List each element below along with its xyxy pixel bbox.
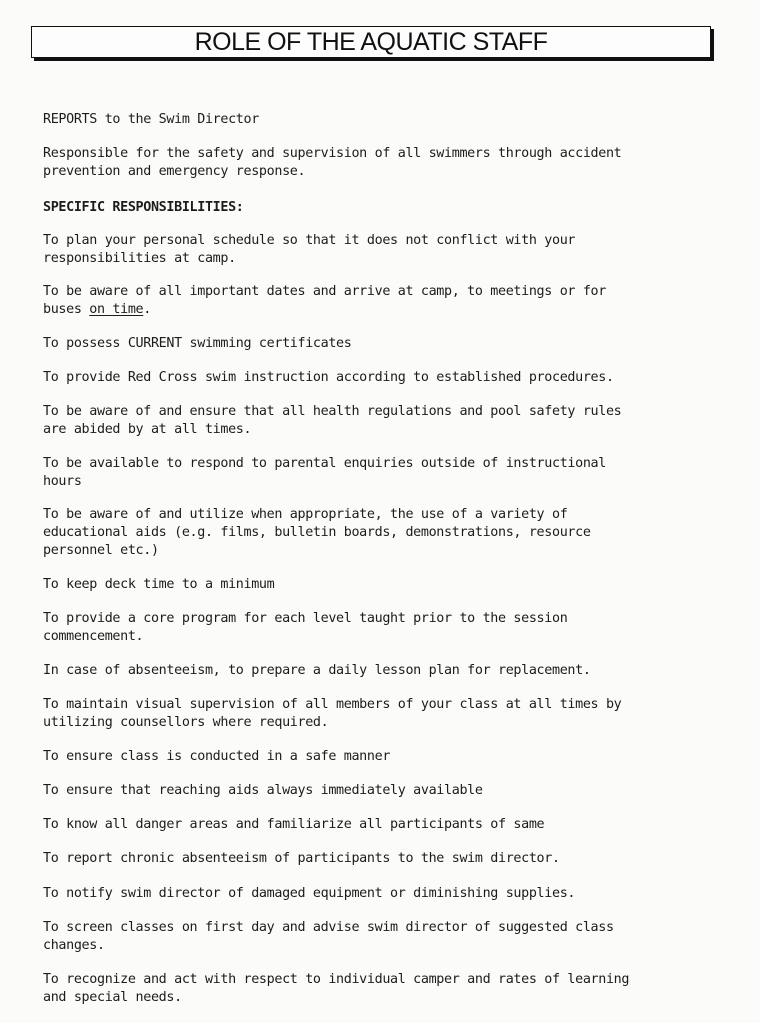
reports-to-line: REPORTS to the Swim Director bbox=[43, 112, 259, 127]
responsibility-item: To be aware of and ensure that all health regulations and pool safety rules are abided by at all times. bbox=[43, 404, 622, 437]
responsibility-item: To possess CURRENT swimming certificates bbox=[43, 336, 352, 351]
responsibility-item: To plan your personal schedule so that it does not conflict with your responsibilities at camp. bbox=[43, 233, 576, 266]
responsibility-item: To know all danger areas and familiarize all participants of same bbox=[43, 817, 545, 832]
responsibility-item bbox=[43, 283, 733, 319]
responsibility-item: To screen classes on first day and advise swim director of suggested class changes. bbox=[43, 920, 614, 953]
responsibility-item: To provide Red Cross swim instruction according to established procedures. bbox=[43, 370, 614, 385]
responsibility-item: To notify swim director of damaged equipment or diminishing supplies. bbox=[43, 886, 576, 901]
responsibility-item: To recognize and act with respect to individual camper and rates of learning and special needs. bbox=[43, 972, 630, 1005]
responsibility-item: To ensure that reaching aids always immediately available bbox=[43, 783, 483, 798]
responsibility-item: To maintain visual supervision of all members of your class at all times by utilizing counsellors where required. bbox=[43, 697, 622, 730]
responsibility-item: To report chronic absenteeism of participants to the swim director. bbox=[43, 851, 560, 866]
responsibility-text: To be aware of all important dates and arrive at camp, to meetings or for buses bbox=[43, 284, 606, 317]
responsibility-item: To be available to respond to parental enquiries outside of instructional hours bbox=[43, 456, 606, 489]
responsibility-item: In case of absenteeism, to prepare a daily lesson plan for replacement. bbox=[43, 663, 591, 678]
page-title: ROLE OF THE AQUATIC STAFF bbox=[194, 27, 548, 56]
responsibility-item: To ensure class is conducted in a safe manner bbox=[43, 749, 391, 764]
title-box bbox=[31, 26, 711, 58]
responsibility-item: To keep deck time to a minimum bbox=[43, 577, 275, 592]
responsibility-item: To be aware of and utilize when appropriate, the use of a variety of educational aids (e.g. films, bulletin boards, demonstrations, resource personnel etc.) bbox=[43, 507, 591, 558]
section-heading: SPECIFIC RESPONSIBILITIES: bbox=[43, 200, 244, 215]
responsibility-item: To provide a core program for each level taught prior to the session commencement. bbox=[43, 611, 568, 644]
responsibility-text: . bbox=[143, 302, 151, 317]
summary-paragraph: Responsible for the safety and supervision of all swimmers through accident prevention and emergency response. bbox=[43, 146, 622, 179]
underlined-emphasis: on time bbox=[89, 302, 144, 317]
